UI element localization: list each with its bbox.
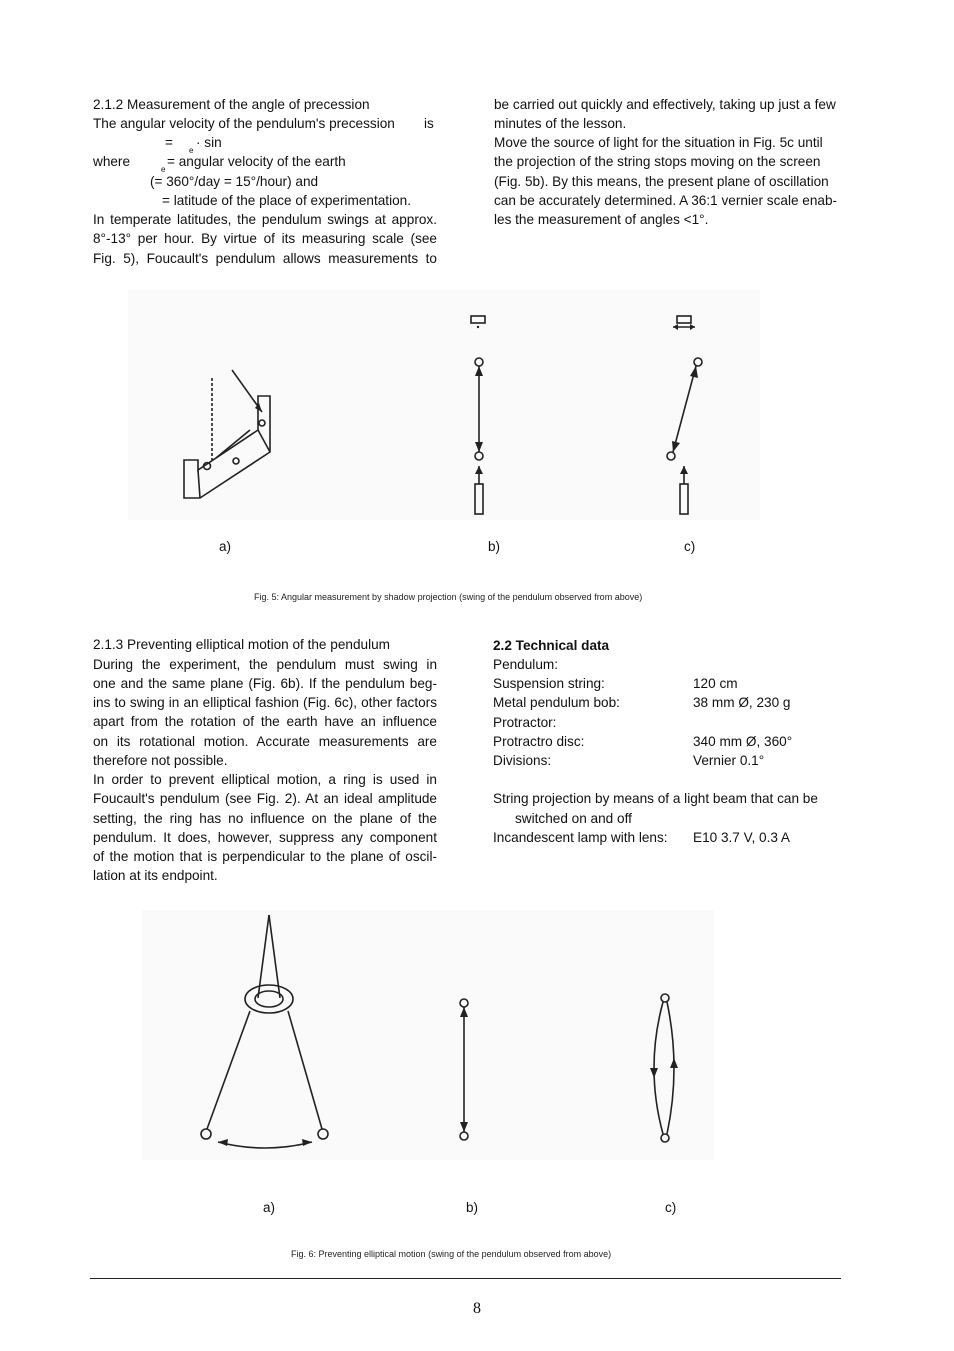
- tech-lamp-value: E10 3.7 V, 0.3 A: [693, 830, 791, 845]
- right-col-line: (Fig. 5b). By this means, the present plane of oscillation: [494, 174, 829, 189]
- section-213-line: one and the same plane (Fig. 6b). If the pendulum beg-: [93, 676, 437, 691]
- fig5-drawing: [128, 290, 760, 520]
- tech-row-label: Divisions:: [493, 753, 552, 768]
- earth-angular-velocity-def: = angular velocity of the earth: [167, 154, 346, 169]
- right-col-line: the projection of the string stops moving on the screen: [494, 154, 821, 169]
- section-213-line: apart from the rotation of the earth have an influence: [93, 714, 437, 729]
- formula-equals: =: [165, 135, 173, 150]
- rotation-rate-def: (= 360°/day = 15°/hour) and: [150, 174, 319, 189]
- fig5a-bracket-diagram: [184, 370, 270, 498]
- section-213-line: therefore not possible.: [93, 753, 228, 768]
- footer-rule: [90, 1278, 841, 1279]
- tech-row-value: 38 mm Ø, 230 g: [693, 695, 791, 710]
- right-col-line: Move the source of light for the situation in Fig. 5c until: [494, 135, 823, 150]
- section-212-heading: 2.1.2 Measurement of the angle of precession: [93, 97, 370, 112]
- fig6-caption: Fig. 6: Preventing elliptical motion (swing of the pendulum observed from above): [291, 1249, 612, 1259]
- latitude-def: = latitude of the place of experimentation.: [162, 193, 412, 208]
- fig6-label-a: a): [263, 1200, 276, 1215]
- precession-body-line: 8°-13° per hour. By virtue of its measuring scale (see: [93, 231, 437, 246]
- precession-body-line: Fig. 5), Foucault's pendulum allows measurements to: [93, 251, 437, 266]
- fig6a-ring-diagram: [201, 915, 328, 1148]
- precession-body-line: In temperate latitudes, the pendulum swings at approx.: [93, 212, 437, 227]
- tech-row-label: Suspension string:: [493, 676, 605, 691]
- fig6c-swing-diagram: [650, 994, 678, 1142]
- where-subscript: e: [161, 165, 166, 174]
- section-213-line: lation at its endpoint.: [93, 868, 218, 883]
- fig5-label-b: b): [488, 539, 501, 554]
- right-col-line: minutes of the lesson.: [494, 116, 627, 131]
- tech-row-label: Metal pendulum bob:: [493, 695, 620, 710]
- precession-intro-text: The angular velocity of the pendulum's precession: [93, 116, 395, 131]
- fig6-figure: [142, 910, 714, 1160]
- formula-subscript: e: [189, 146, 194, 155]
- tech-lamp-label: Incandescent lamp with lens:: [493, 830, 668, 845]
- fig5b-swing-diagram: [471, 316, 485, 514]
- section-213-line: Foucault's pendulum (see Fig. 2). At an ideal amplitude: [93, 791, 437, 806]
- fig5-caption: Fig. 5: Angular measurement by shadow projection (swing of the pendulum observed from above): [254, 592, 643, 602]
- fig6-label-c: c): [665, 1200, 677, 1215]
- tech-row-label: Protractro disc:: [493, 734, 585, 749]
- section-213-line: pendulum. It does, however, suppress any component: [93, 830, 437, 845]
- where-label: where: [93, 154, 131, 169]
- section-213-line: of the motion that is perpendicular to the plane of oscil-: [93, 849, 437, 864]
- fig5-label-a: a): [219, 539, 232, 554]
- right-col-line: be carried out quickly and effectively, taking up just a few: [494, 97, 836, 112]
- tech-row-value: Vernier 0.1°: [693, 753, 765, 768]
- fig5c-swing-diagram: [667, 316, 702, 514]
- section-213-line: setting, the ring has no influence on the plane of the: [93, 811, 437, 826]
- tech-row-value: 120 cm: [693, 676, 738, 691]
- fig6b-swing-diagram: [460, 999, 468, 1140]
- fig6-label-b: b): [466, 1200, 479, 1215]
- tech-protractor-label: Protractor:: [493, 715, 557, 730]
- tech-row-value: 340 mm Ø, 360°: [693, 734, 793, 749]
- precession-intro-is: is: [424, 116, 434, 131]
- tech-projection-line: switched on and off: [515, 811, 632, 826]
- section-213-line: on its rotational motion. Accurate measurements are: [93, 734, 437, 749]
- right-col-line: les the measurement of angles <1°.: [494, 212, 709, 227]
- fig6-drawing: [142, 910, 714, 1160]
- fig5-figure: [128, 290, 760, 520]
- tech-data-heading: 2.2 Technical data: [493, 638, 610, 653]
- fig5-label-c: c): [684, 539, 696, 554]
- section-213-line: During the experiment, the pendulum must swing in: [93, 657, 437, 672]
- section-213-heading: 2.1.3 Preventing elliptical motion of the pendulum: [93, 637, 390, 652]
- right-col-line: can be accurately determined. A 36:1 vernier scale enab-: [494, 193, 838, 208]
- section-213-line: ins to swing in an elliptical fashion (Fig. 6c), other factors: [93, 695, 437, 710]
- tech-projection-line: String projection by means of a light beam that can be: [493, 791, 818, 806]
- section-213-line: In order to prevent elliptical motion, a ring is used in: [93, 772, 437, 787]
- page-number: 8: [473, 1300, 481, 1317]
- tech-pendulum-label: Pendulum:: [493, 657, 558, 672]
- formula-sin: · sin: [196, 135, 222, 150]
